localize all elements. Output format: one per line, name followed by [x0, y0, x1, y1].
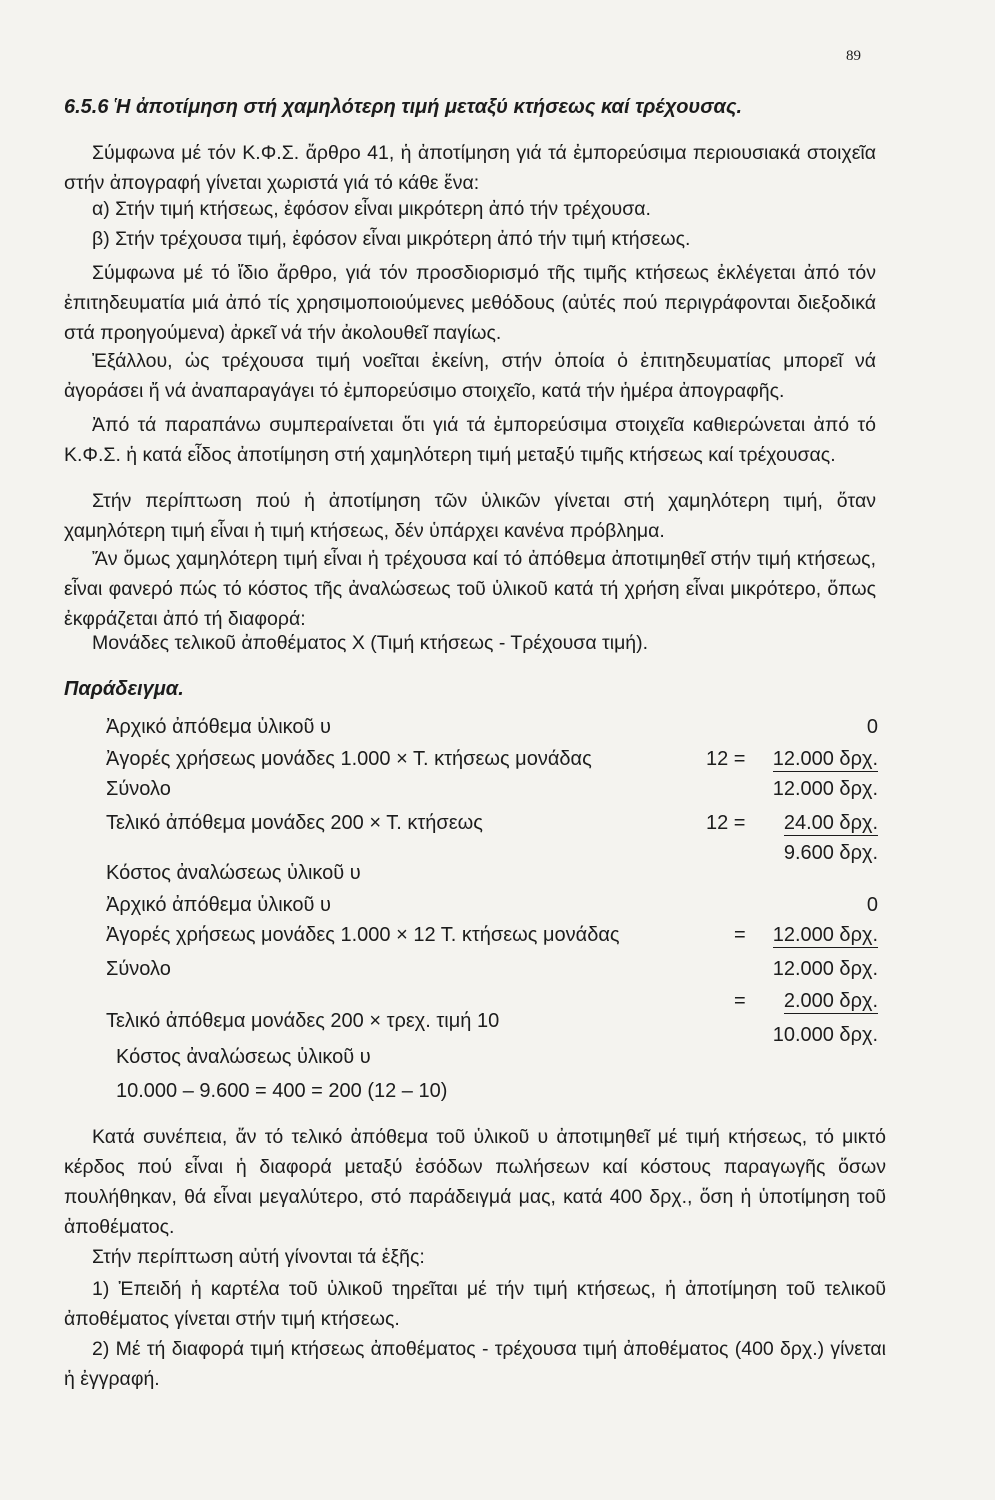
paragraph-case-cost: Στήν περίπτωση πού ἡ ἀποτίμηση τῶν ὑλικῶν γίνεται στή χαμηλότερη τιμή, ὅταν χαμηλότερη τιμή εἶναι ἡ τιμή κτήσεως, δέν ὑπάρχει κανένα πρόβλημα. [64, 490, 876, 542]
formula-line: Μονάδες τελικοῦ ἀποθέματος Χ (Τιμή κτήσεως - Τρέχουσα τιμή). [92, 632, 649, 654]
intro-paragraph: Σύμφωνα μέ τόν Κ.Φ.Σ. ἄρθρο 41, ἡ ἀποτίμηση γιά τά ἐμπορεύσιμα περιουσιακά στοιχεῖα στήν ἀπογραφή γίνεται χωριστά γιά τό κάθε ἕνα: [64, 142, 876, 194]
example-row [106, 778, 876, 808]
row-label: Ἀγορές χρήσεως μονάδες 1.000 × Τ. κτήσεως μονάδας [106, 748, 592, 770]
row-amount: 24.00 δρχ. [783, 812, 878, 834]
row-amount: 12.000 δρχ. [772, 778, 878, 800]
row-label: Κόστος ἀναλώσεως ὑλικοῦ υ [106, 862, 361, 884]
paragraph-method: Σύμφωνα μέ τό ἴδιο ἄρθρο, γιά τόν προσδιορισμό τῆς τιμῆς κτήσεως ἐκλέγεται ἀπό τόν ἐπιτηδευματία μιά ἀπό τίς χρησιμοποιούμενες μεθόδους (αὐτές πού περιγράφονται διεξοδικά στά προηγούμενα) ἀρκεῖ νά τήν ἀκολουθεῖ παγίως. [64, 262, 876, 344]
row-amount: 9.600 δρχ. [783, 842, 878, 864]
row-label: Κόστος ἀναλώσεως ὑλικοῦ υ [116, 1046, 371, 1068]
example-row [106, 958, 876, 988]
row-label: Ἀγορές χρήσεως μονάδες 1.000 × 12 Τ. κτήσεως μονάδας [106, 924, 620, 946]
example-row [106, 1046, 876, 1076]
row-label: 10.000 – 9.600 = 400 = 200 (12 – 10) [116, 1080, 448, 1102]
row-amount: 12.000 δρχ. [772, 924, 878, 946]
row-label: Τελικό ἀπόθεμα μονάδες 200 × Τ. κτήσεως [106, 812, 483, 834]
paragraph-consequence: Κατά συνέπεια, ἄν τό τελικό ἀπόθεμα τοῦ ὑλικοῦ υ ἀποτιμηθεῖ μέ τιμή κτήσεως, τό μικτό κέρδος πού εἶναι ἡ διαφορά μεταξύ ἐσόδων πωλήσεων καί κόστους παραγωγῆς ὅσων πουλήθηκαν, θά εἶναι μεγαλύτερο, στό παράδειγμά μας, κατά 400 δρχ., ὅση ἡ ὑποτίμηση τοῦ ἀποθέματος. [64, 1126, 886, 1238]
example-row [106, 748, 876, 778]
example-title: Παράδειγμα. [64, 678, 184, 700]
paragraph-current-price: Ἐξάλλου, ὡς τρέχουσα τιμή νοεῖται ἐκείνη, στήν ὁποία ὁ ἐπιτηδευματίας μπορεῖ νά ἀγοράσει ἤ νά ἀναπαραγάγει τό ἐμπορεύσιμο στοιχεῖο, κατά τήν ἡμέρα ἀπογραφῆς. [64, 350, 876, 402]
paragraph-case-current: Ἄν ὅμως χαμηλότερη τιμή εἶναι ἡ τρέχουσα καί τό ἀπόθεμα ἀποτιμηθεῖ στήν τιμή κτήσεως, εἶναι φανερό πώς τό κόστος τῆς ἀναλώσεως τοῦ ὑλικοῦ κατά τή χρήση εἶναι μικρότερο, ὅπως ἐκφράζεται ἀπό τή διαφορά: [64, 548, 876, 630]
row-amount: 12.000 δρχ. [772, 958, 878, 980]
row-equals: = [734, 990, 746, 1012]
row-amount: 0 [866, 894, 878, 916]
paragraph-step-2: 2) Μέ τή διαφορά τιμή κτήσεως ἀποθέματος - τρέχουσα τιμή ἀποθέματος (400 δρχ.) γίνεται ἡ ἐγγραφή. [64, 1338, 886, 1390]
row-amount: 10.000 δρχ. [772, 1024, 878, 1046]
row-label: Ἀρχικό ἀπόθεμα ὑλικοῦ υ [106, 894, 331, 916]
row-label: Ἀρχικό ἀπόθεμα ὑλικοῦ υ [106, 716, 331, 738]
row-amount: 0 [866, 716, 878, 738]
paragraph-steps-intro: Στήν περίπτωση αὐτή γίνονται τά ἑξῆς: [92, 1246, 425, 1268]
row-amount: 2.000 δρχ. [783, 990, 878, 1012]
example-row [106, 812, 876, 842]
row-amount: 12.000 δρχ. [772, 748, 878, 770]
row-label: Τελικό ἀπόθεμα μονάδες 200 × τρεχ. τιμή 10 [106, 1010, 500, 1032]
section-heading: 6.5.6 Ἡ ἀποτίμηση στή χαμηλότερη τιμή μεταξύ κτήσεως καί τρέχουσας. [64, 96, 743, 118]
paragraph-conclusion: Ἀπό τά παραπάνω συμπεραίνεται ὅτι γιά τά ἐμπορεύσιμα στοιχεῖα καθιερώνεται ἀπό τό Κ.Φ.Σ. ἡ κατά εἶδος ἀποτίμηση στή χαμηλότερη τιμή μεταξύ τιμῆς κτήσεως καί τρέχουσας. [64, 414, 876, 466]
example-row [106, 924, 876, 954]
page-number: 89 [846, 48, 861, 64]
row-equals: = [734, 924, 746, 946]
example-row [106, 862, 876, 892]
example-row [106, 1080, 876, 1110]
example-row [106, 716, 876, 746]
row-label: Σύνολο [106, 958, 171, 980]
row-equals: 12 = [706, 748, 746, 770]
example-row [106, 894, 876, 924]
item-b: β) Στήν τρέχουσα τιμή, ἐφόσον εἶναι μικρότερη ἀπό τήν τιμή κτήσεως. [92, 228, 691, 250]
row-label: Σύνολο [106, 778, 171, 800]
item-a: α) Στήν τιμή κτήσεως, ἐφόσον εἶναι μικρότερη ἀπό τήν τρέχουσα. [92, 198, 651, 220]
row-equals: 12 = [706, 812, 746, 834]
paragraph-step-1: 1) Ἐπειδή ἡ καρτέλα τοῦ ὑλικοῦ τηρεῖται μέ τήν τιμή κτήσεως, ἡ ἀποτίμηση τοῦ τελικοῦ ἀποθέματος γίνεται στήν τιμή κτήσεως. [64, 1278, 886, 1330]
